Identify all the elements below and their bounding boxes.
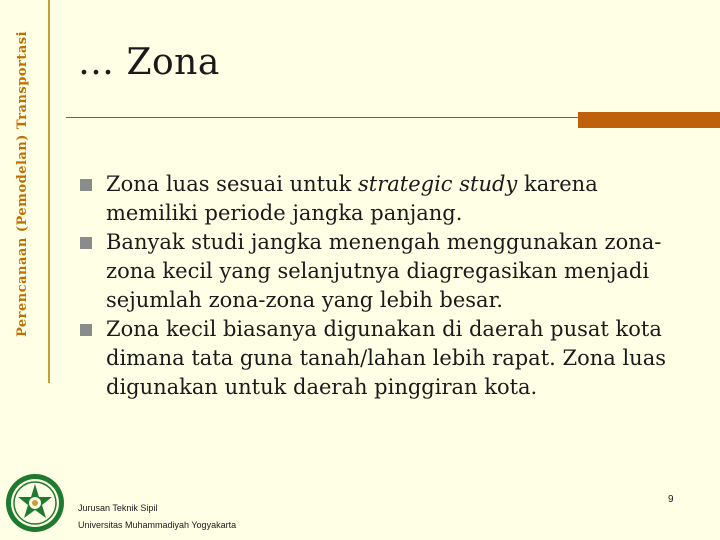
- university-logo: [4, 470, 66, 536]
- bullet-text-3: Zona kecil biasanya digunakan di daerah pusat kota dimana tata guna tanah/lahan lebih rapat. Zona luas digunakan untuk daerah pinggiran kota.: [106, 317, 666, 399]
- bullet-text-2: Banyak studi jangka menengah menggunakan zona-zona kecil yang selanjutnya diagregasikan menjadi sejumlah zona-zona yang lebih besar.: [106, 230, 662, 312]
- footer-institution: [78, 500, 236, 534]
- footer-department: Jurusan Teknik Sipil: [78, 503, 158, 513]
- bullet-list: [72, 170, 684, 402]
- title-divider: [66, 117, 578, 118]
- bullet-item-3: [72, 315, 684, 402]
- vertical-course-title: Perencanaan (Pemodelan) Transportasi: [15, 30, 30, 338]
- square-bullet-icon: [80, 324, 92, 336]
- footer-university: Universitas Muhammadiyah Yogyakarta: [78, 520, 237, 530]
- bullet-item-1: [72, 170, 684, 228]
- sidebar: [0, 0, 50, 383]
- title-accent-bar: [578, 112, 720, 128]
- bullet-text-1-italic: strategic study: [358, 172, 518, 196]
- square-bullet-icon: [80, 237, 92, 249]
- bullet-text-1-end: karena memiliki periode jangka panjang.: [106, 172, 598, 225]
- page-number: 9: [668, 494, 674, 505]
- bullet-item-2: [72, 228, 684, 315]
- slide-title: … Zona: [78, 42, 220, 83]
- bullet-text-1-start: Zona luas sesuai untuk: [106, 172, 358, 196]
- square-bullet-icon: [80, 179, 92, 191]
